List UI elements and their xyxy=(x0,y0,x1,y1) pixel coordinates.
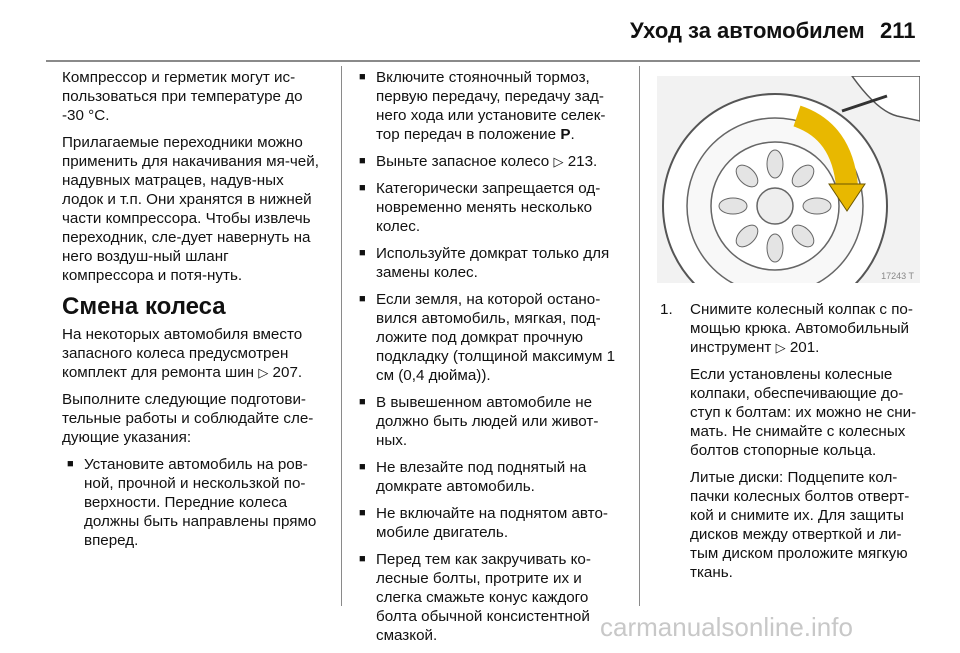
wheel-hubcap-drawing xyxy=(657,76,920,283)
list-item xyxy=(358,68,624,144)
list-item xyxy=(358,179,624,236)
page-reference: 213. xyxy=(567,153,598,170)
square-bullet-icon: ■ xyxy=(359,155,366,167)
header-rule xyxy=(46,60,920,62)
square-bullet-icon: ■ xyxy=(359,71,366,83)
paragraph: Литые диски: Подцепите кол-пачки колесных болтов отверт-кой и снимите их. Для защиты дисков между отверткой и ли-тым диском проложите мягкую ткань. xyxy=(690,469,910,581)
square-bullet-icon: ■ xyxy=(359,461,366,473)
page-number: 211 xyxy=(880,18,916,43)
list-item xyxy=(358,152,624,171)
page-header-title: Уход за автомобилем xyxy=(630,18,865,43)
column-divider xyxy=(341,66,342,606)
section-heading: Смена колеса xyxy=(62,293,226,320)
square-bullet-icon: ■ xyxy=(359,507,366,519)
column-divider xyxy=(639,66,640,606)
list-item-text: Не включайте на поднятом авто-мобиле двигатель. xyxy=(376,505,608,541)
page-reference: 201. xyxy=(789,339,820,356)
square-bullet-icon: ■ xyxy=(359,247,366,259)
paragraph: Компрессор и герметик могут ис-пользоваться при температуре до -30 °C. xyxy=(62,69,303,124)
square-bullet-icon: ■ xyxy=(359,553,366,565)
square-bullet-icon: ■ xyxy=(359,182,366,194)
list-item xyxy=(358,393,624,450)
arrow-reference-icon: ▷ xyxy=(258,365,269,380)
list-item xyxy=(358,290,624,385)
list-item xyxy=(358,504,624,542)
bullet-list xyxy=(358,68,624,645)
list-item xyxy=(358,458,624,496)
arrow-reference-icon: ▷ xyxy=(553,154,564,169)
figure-label: 17243 T xyxy=(881,271,914,281)
list-item-text: Включите стояночный тормоз, первую передачу, передачу зад-него хода или установите селек-тор передач в положение xyxy=(376,69,606,143)
paragraph: Выполните следующие подготови-тельные работы и соблюдайте сле-дующие указания: xyxy=(62,391,314,446)
step-number: 1. xyxy=(660,301,673,318)
column-middle xyxy=(358,68,624,653)
list-item xyxy=(66,455,324,550)
numbered-step xyxy=(660,300,922,582)
list-item-text: Используйте домкрат только для замены колес. xyxy=(376,245,610,281)
wheel-hubcap-illustration xyxy=(657,76,920,283)
square-bullet-icon: ■ xyxy=(359,293,366,305)
list-item-text: В вывешенном автомобиле не должно быть людей или живот-ных. xyxy=(376,394,599,449)
list-item-text: Если земля, на которой остано-вился автомобиль, мягкая, под-ложите под домкрат прочную подкладку (толщиной максимум 1 см (0,4 дюйма)). xyxy=(376,291,616,384)
square-bullet-icon: ■ xyxy=(67,458,74,470)
paragraph-text: Снимите колесный колпак с по-мощью крюка. Автомобильный инструмент xyxy=(690,301,913,356)
square-bullet-icon: ■ xyxy=(359,396,366,408)
bullet-list xyxy=(66,455,324,550)
watermark-text: carmanualsonline.info xyxy=(600,612,853,642)
list-item-text: Выньте запасное колесо xyxy=(376,153,550,170)
arrow-reference-icon: ▷ xyxy=(775,340,786,355)
paragraph xyxy=(62,325,324,382)
paragraph xyxy=(690,300,922,357)
list-item-text: Категорически запрещается од-новременно менять несколько колес. xyxy=(376,180,601,235)
list-item-text: Установите автомобиль на ров-ной, прочной и нескользкой по-верхности. Передние колеса должны быть направлены прямо вперед. xyxy=(84,456,317,549)
column-right xyxy=(660,300,922,590)
list-item-text: Перед тем как закручивать ко-лесные болты, протрите их и слегка смажьте конус каждого болта обычной консистентной смазкой. xyxy=(376,551,591,644)
list-item xyxy=(358,244,624,282)
paragraph: Если установлены колесные колпаки, обеспечивающие до-ступ к болтам: их можно не сни-мать. Не снимайте с колесных болтов стопорные кольца. xyxy=(690,366,917,459)
list-item-text: Не влезайте под поднятый на домкрате автомобиль. xyxy=(376,459,587,495)
list-item xyxy=(358,550,624,645)
column-left xyxy=(62,68,324,558)
gear-position-label: P xyxy=(560,126,571,143)
page-reference: 207. xyxy=(272,364,303,381)
paragraph-text: На некоторых автомобиля вместо запасного колеса предусмотрен комплект для ремонта шин xyxy=(62,326,303,381)
punctuation: . xyxy=(570,126,575,143)
paragraph: Прилагаемые переходники можно применить для накачивания мя-чей, надувных матрацев, надув-ных лодок и т.п. Они хранятся в нижней части компрессора. Чтобы извлечь переходник, сле-дует навернуть на него воздуш-ный шланг компрессора и потя-нуть. xyxy=(62,134,319,284)
